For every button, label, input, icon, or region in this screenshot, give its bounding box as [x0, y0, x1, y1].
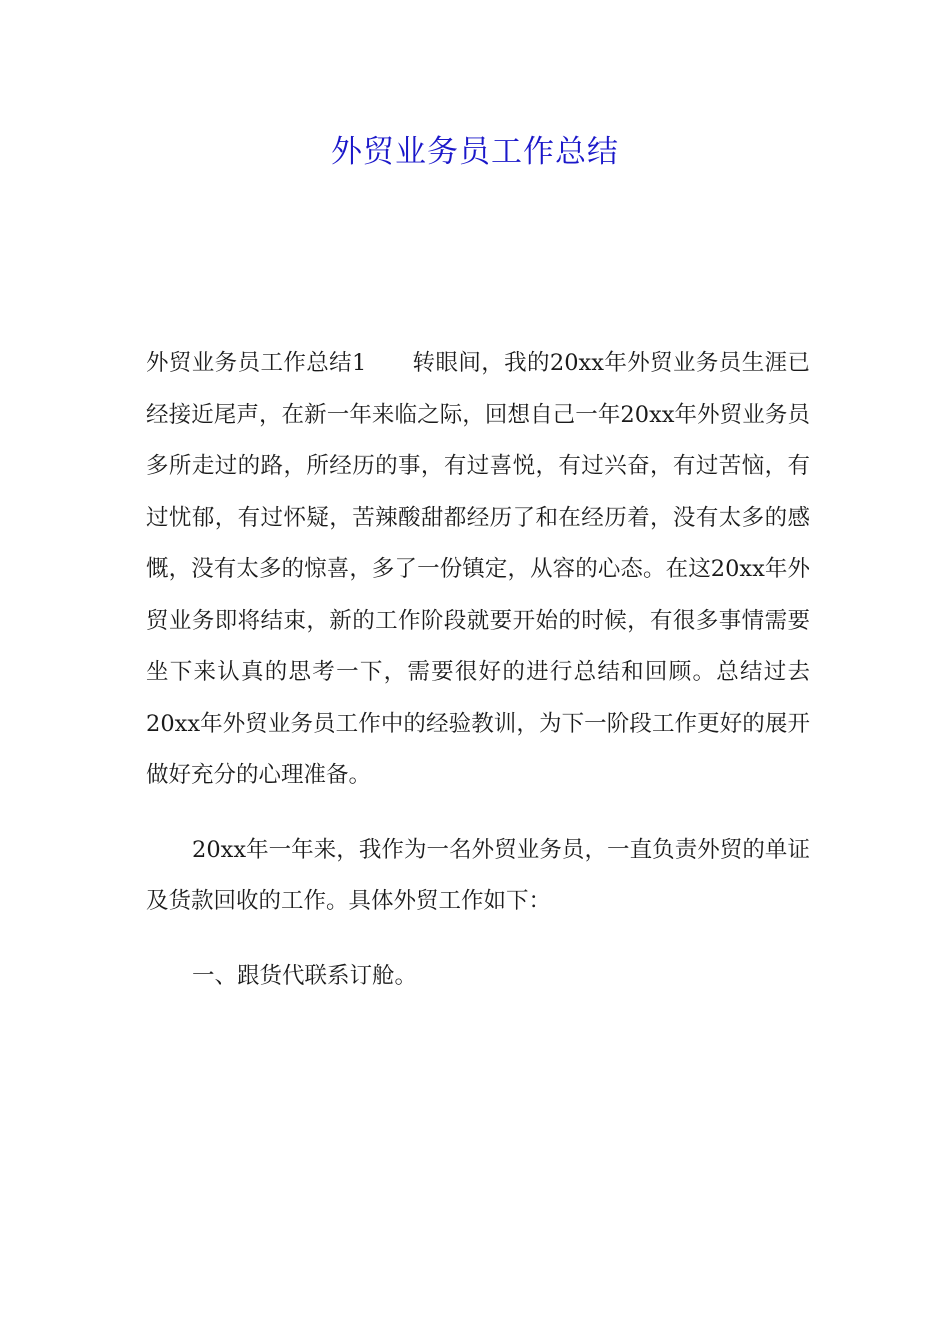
paragraph-item-one: 一、跟货代联系订舱。 [192, 962, 418, 989]
document-title: 外贸业务员工作总结 [331, 134, 619, 170]
document-body [146, 338, 810, 1025]
paragraph-intro: 外贸业务员工作总结1 转眼间，我的20xx年外贸业务员生涯已经接近尾声，在新一年来临之际，回想自己一年20xx年外贸业务员多所走过的路，所经历的事，有过喜悦，有过兴奋，有过苦恼，有过忧郁，有过怀疑，苦辣酸甜都经历了和在经历着，没有太多的感慨，没有太多的惊喜，多了一份镇定，从容的心态。在这20xx年外贸业务即将结束，新的工作阶段就要开始的时候，有很多事情需要坐下来认真的思考一下，需要很好的进行总结和回顾。总结过去20xx年外贸业务员工作中的经验教训，为下一阶段工作更好的展开做好充分的心理准备。 [146, 350, 810, 788]
paragraph-duties: 20xx年一年来，我作为一名外贸业务员，一直负责外贸的单证及货款回收的工作。具体外贸工作如下： [146, 836, 810, 914]
